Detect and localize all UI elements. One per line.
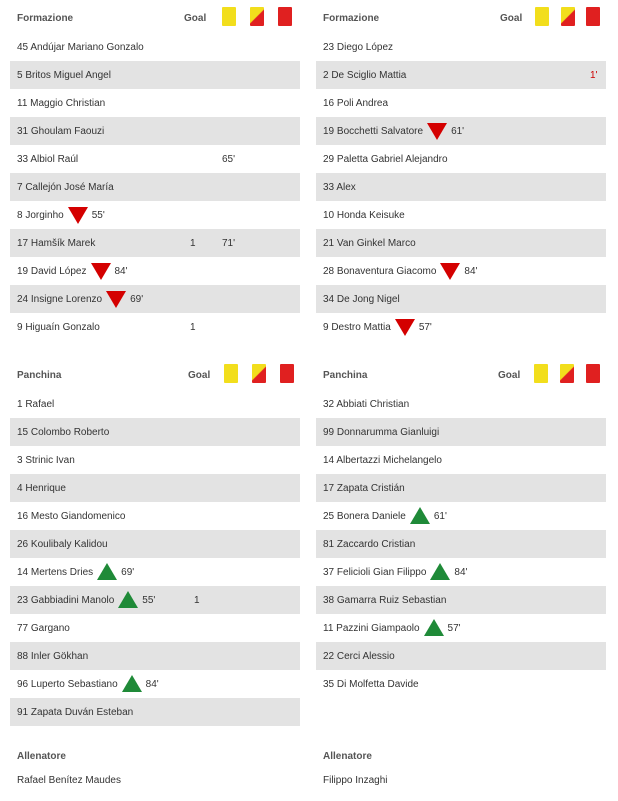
home-coach-name: Rafael Benítez Maudes (17, 775, 121, 786)
red-card-icon (280, 364, 294, 383)
home-coach-title: Allenatore (17, 751, 66, 762)
home-bench-title: Panchina (17, 370, 62, 381)
player-row (316, 586, 606, 614)
yellow-card-minute: 71' (222, 238, 236, 249)
player-row (316, 89, 606, 117)
player-row (316, 530, 606, 558)
away-bench-list (316, 390, 606, 698)
player-row (10, 33, 300, 61)
player-row (316, 257, 606, 285)
player-name: 35 Di Molfetta Davide (323, 679, 419, 690)
player-name: 33 Albiol Raúl (17, 154, 79, 165)
player-name: 81 Zaccardo Cristian (323, 539, 416, 550)
substitution-minute: 55' (142, 595, 156, 606)
player-row (316, 173, 606, 201)
substitution-in-arrow-icon (410, 507, 430, 524)
player-row (10, 117, 300, 145)
substitution-minute: 57' (447, 623, 461, 634)
player-row (10, 313, 300, 341)
player-name: 21 Van Ginkel Marco (323, 238, 416, 249)
player-row (10, 285, 300, 313)
home-goal-label: Goal (184, 13, 207, 24)
player-row (316, 229, 606, 257)
home-bench-header (10, 359, 300, 390)
player-name: 37 Felicioli Gian Filippo (323, 567, 427, 578)
away-coach-name: Filippo Inzaghi (323, 775, 388, 786)
second-yellow-card-icon (250, 7, 264, 26)
player-row (10, 530, 300, 558)
player-row (10, 89, 300, 117)
player-row (316, 670, 606, 698)
home-lineup-header (10, 2, 300, 33)
away-bench-section (316, 359, 606, 698)
player-row (10, 229, 300, 257)
player-name: 17 Zapata Cristián (323, 483, 405, 494)
player-row (316, 390, 606, 418)
player-name: 25 Bonera Daniele (323, 511, 406, 522)
player-name: 16 Mesto Giandomenico (17, 511, 126, 522)
away-lineup-list (316, 33, 606, 341)
substitution-minute: 84' (454, 567, 468, 578)
player-row (10, 474, 300, 502)
player-row (10, 502, 300, 530)
substitution-minute: 69' (130, 294, 144, 305)
red-card-icon (586, 364, 600, 383)
player-goals: 1 (194, 595, 200, 606)
player-name: 96 Luperto Sebastiano (17, 679, 118, 690)
player-row (10, 390, 300, 418)
yellow-card-minute: 65' (222, 154, 236, 165)
player-row (10, 201, 300, 229)
away-goal-label: Goal (500, 13, 523, 24)
away-lineup-title: Formazione (323, 13, 380, 24)
substitution-out-arrow-icon (68, 207, 88, 224)
player-row (10, 614, 300, 642)
player-row (316, 145, 606, 173)
substitution-out-arrow-icon (395, 319, 415, 336)
away-bench-goal-label: Goal (498, 370, 521, 381)
player-name: 9 Destro Mattia (323, 322, 391, 333)
player-row (10, 446, 300, 474)
player-name: 3 Strinic Ivan (17, 455, 75, 466)
player-name: 14 Albertazzi Michelangelo (323, 455, 442, 466)
player-row (10, 642, 300, 670)
substitution-in-arrow-icon (122, 675, 142, 692)
player-row (316, 33, 606, 61)
substitution-in-arrow-icon (430, 563, 450, 580)
player-name: 88 Inler Gökhan (17, 651, 89, 662)
player-name: 11 Maggio Christian (17, 98, 106, 109)
yellow-card-icon (534, 364, 548, 383)
player-name: 1 Rafael (17, 399, 55, 410)
red-card-minute: 1' (590, 70, 598, 81)
player-name: 23 Gabbiadini Manolo (17, 595, 115, 606)
player-name: 19 David López (17, 266, 87, 277)
player-row (316, 117, 606, 145)
player-row (10, 418, 300, 446)
substitution-in-arrow-icon (424, 619, 444, 636)
away-bench-title: Panchina (323, 370, 368, 381)
player-name: 28 Bonaventura Giacomo (323, 266, 437, 277)
player-row (10, 145, 300, 173)
yellow-card-icon (535, 7, 549, 26)
player-name: 32 Abbiati Christian (323, 399, 410, 410)
second-yellow-card-icon (560, 364, 574, 383)
substitution-minute: 57' (418, 322, 432, 333)
yellow-card-icon (224, 364, 238, 383)
home-lineup-section (10, 2, 300, 341)
away-bench-header (316, 359, 606, 390)
home-lineup-title: Formazione (17, 13, 74, 24)
substitution-in-arrow-icon (97, 563, 117, 580)
home-bench-goal-label: Goal (188, 370, 211, 381)
away-lineup-section (316, 2, 606, 341)
player-name: 77 Gargano (17, 623, 70, 634)
player-name: 91 Zapata Duván Esteban (17, 707, 134, 718)
player-row (10, 698, 300, 726)
substitution-out-arrow-icon (427, 123, 447, 140)
player-row (316, 418, 606, 446)
player-row (316, 474, 606, 502)
player-name: 14 Mertens Dries (17, 567, 94, 578)
player-name: 15 Colombo Roberto (17, 427, 110, 438)
player-name: 45 Andújar Mariano Gonzalo (17, 42, 144, 53)
player-goals: 1 (190, 238, 196, 249)
player-name: 22 Cerci Alessio (323, 651, 395, 662)
player-name: 33 Alex (323, 182, 356, 193)
second-yellow-card-icon (561, 7, 575, 26)
away-lineup-header (316, 2, 606, 33)
yellow-card-icon (222, 7, 236, 26)
player-row (316, 285, 606, 313)
player-name: 34 De Jong Nigel (323, 294, 400, 305)
substitution-minute: 84' (464, 266, 478, 277)
player-row (10, 173, 300, 201)
player-row (316, 446, 606, 474)
player-name: 11 Pazzini Giampaolo (323, 623, 420, 634)
substitution-minute: 61' (451, 126, 465, 137)
player-name: 10 Honda Keisuke (323, 210, 405, 221)
player-name: 31 Ghoulam Faouzi (17, 126, 105, 137)
player-row (10, 558, 300, 586)
player-name: 17 Hamšík Marek (17, 238, 96, 249)
player-row (316, 558, 606, 586)
player-row (316, 642, 606, 670)
player-name: 99 Donnarumma Gianluigi (323, 427, 440, 438)
player-name: 2 De Sciglio Mattia (323, 70, 407, 81)
player-row (316, 61, 606, 89)
substitution-out-arrow-icon (440, 263, 460, 280)
player-name: 24 Insigne Lorenzo (17, 294, 103, 305)
player-name: 4 Henrique (17, 483, 66, 494)
player-name: 19 Bocchetti Salvatore (323, 126, 424, 137)
substitution-minute: 55' (91, 210, 105, 221)
player-name: 38 Gamarra Ruiz Sebastian (323, 595, 447, 606)
player-row (316, 614, 606, 642)
substitution-minute: 69' (121, 567, 135, 578)
substitution-minute: 61' (433, 511, 447, 522)
player-name: 16 Poli Andrea (323, 98, 389, 109)
substitution-out-arrow-icon (106, 291, 126, 308)
player-goals: 1 (190, 322, 196, 333)
substitution-minute: 84' (145, 679, 159, 690)
player-name: 29 Paletta Gabriel Alejandro (323, 154, 448, 165)
player-row (316, 313, 606, 341)
player-name: 26 Koulibaly Kalidou (17, 539, 108, 550)
home-lineup-list (10, 33, 300, 341)
substitution-in-arrow-icon (118, 591, 138, 608)
second-yellow-card-icon (252, 364, 266, 383)
away-coach-title: Allenatore (323, 751, 372, 762)
red-card-icon (586, 7, 600, 26)
home-bench-list (10, 390, 300, 726)
player-row (316, 201, 606, 229)
player-name: 7 Callejón José María (17, 182, 114, 193)
red-card-icon (278, 7, 292, 26)
player-row (10, 586, 300, 614)
player-row (10, 61, 300, 89)
player-row (10, 257, 300, 285)
player-name: 9 Higuaín Gonzalo (17, 322, 100, 333)
player-name: 23 Diego López (323, 42, 394, 53)
substitution-minute: 84' (114, 266, 128, 277)
player-row (10, 670, 300, 698)
substitution-out-arrow-icon (91, 263, 111, 280)
player-name: 5 Britos Miguel Angel (17, 70, 111, 81)
player-name: 8 Jorginho (17, 210, 64, 221)
home-bench-section (10, 359, 300, 726)
player-row (316, 502, 606, 530)
